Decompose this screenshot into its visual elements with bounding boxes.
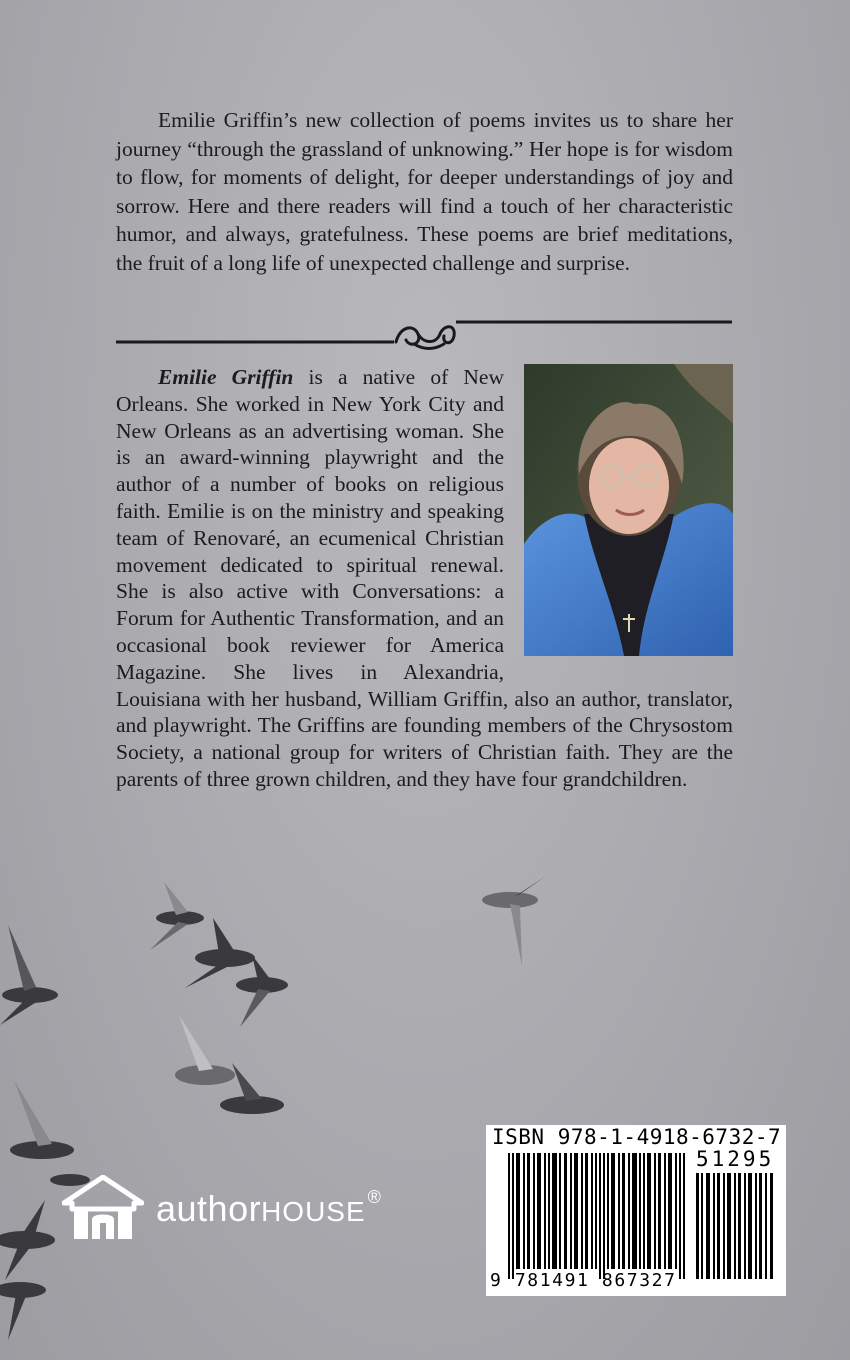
bird-icon — [0, 925, 58, 1025]
bird-icon — [185, 918, 255, 988]
flourish-ornament-icon — [396, 327, 454, 349]
authorhouse-logo — [62, 1175, 381, 1241]
bird-icon — [0, 1200, 55, 1280]
bird-icon — [150, 882, 204, 950]
author-bio — [116, 364, 733, 793]
bio-text: is a native of New Orleans. She worked in New York City and New Orleans as an advertising woman. She is an award-winning playwright and the author of a number of books on religious faith. Emilie is on the ministry and speaking team of Renovaré, an ecumenical Christian movement dedicated to spiritual renewal. She is also active with Conversations: a Forum for Authentic Transformation, and an occasional book reviewer for America Magazine. She lives in Alexandria, Louisiana with her husband, William Griffin, also an author, translator, and playwright. The Griffins are founding members of the Chrysostom Society, a national group for writers of Christian faith. They are the parents of three grown children, and they have four grandchildren. — [116, 365, 733, 791]
house-logo-icon — [62, 1175, 144, 1241]
ornamental-divider — [114, 314, 734, 354]
bird-icon — [0, 1282, 46, 1340]
ean-number: 9 781491 867327 — [490, 1270, 677, 1291]
bird-icon — [175, 1015, 235, 1085]
bird-icon — [10, 1080, 74, 1159]
back-cover-blurb: Emilie Griffin’s new collection of poems invites us to share her journey “through the grassland of unknowing.” Her hope is for wisdom to flow, for moments of delight, for deeper understandings of joy and sorrow. Here and there readers will find a touch of her characteristic humor, and always, gratefulness. These poems are brief meditations, the fruit of a long life of unexpected challenge and surprise. — [116, 108, 733, 275]
author-photo — [524, 364, 733, 656]
isbn-barcode — [486, 1125, 786, 1296]
bird-icon — [482, 876, 546, 966]
price-addon-number: 51295 — [696, 1147, 775, 1171]
logo-author-text: author — [156, 1187, 262, 1229]
author-name: Emilie Griffin — [158, 365, 294, 389]
isbn-number: ISBN 978-1-4918-6732-7 — [492, 1125, 782, 1149]
bird-icon — [236, 955, 288, 1027]
logo-house-text: HOUSE — [261, 1195, 366, 1227]
registered-mark: ® — [367, 1186, 382, 1207]
